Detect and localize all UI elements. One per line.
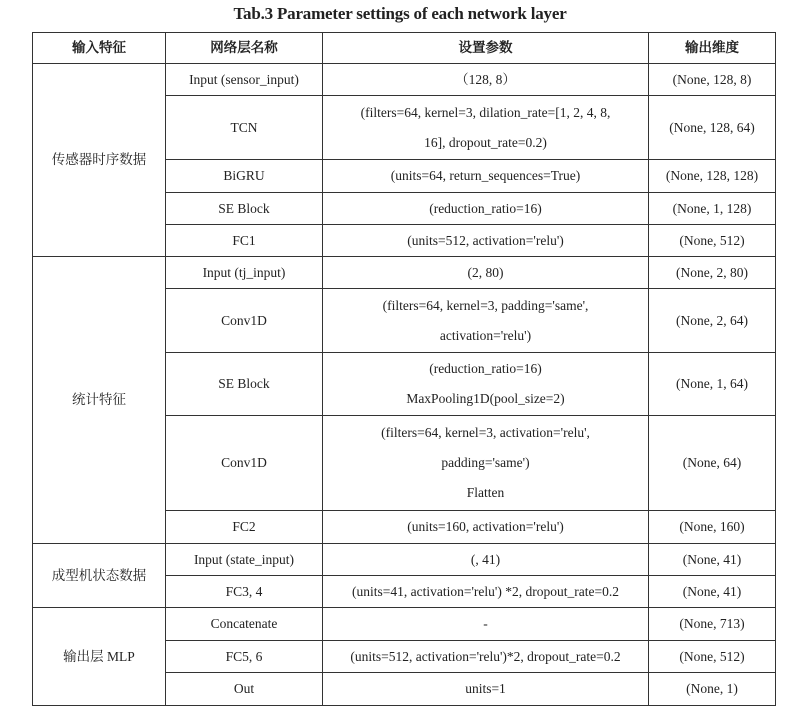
output-shape-cell: (None, 64)	[649, 416, 776, 511]
layer-name-cell: Input (tj_input)	[166, 257, 323, 289]
layer-name-cell: Out	[166, 673, 323, 706]
output-shape-cell: (None, 1, 128)	[649, 193, 776, 225]
table-row	[33, 544, 776, 576]
output-shape-cell: (None, 2, 64)	[649, 289, 776, 353]
output-shape-cell: (None, 512)	[649, 641, 776, 673]
layer-name-cell: BiGRU	[166, 160, 323, 193]
parameters-cell	[323, 416, 649, 511]
layer-name-cell: Concatenate	[166, 608, 323, 641]
parameters-cell	[323, 673, 649, 706]
parameters-cell	[323, 641, 649, 673]
parameters-cell	[323, 544, 649, 576]
header-output-shape: 输出维度	[649, 33, 776, 64]
parameters-cell	[323, 225, 649, 257]
layer-name-cell: FC3, 4	[166, 576, 323, 608]
parameters-cell	[323, 511, 649, 544]
layer-name-cell: FC2	[166, 511, 323, 544]
parameters-cell	[323, 64, 649, 96]
header-input-feature: 输入特征	[33, 33, 166, 64]
parameter-line: MaxPooling1D(pool_size=2)	[406, 391, 565, 406]
layer-name-cell: FC1	[166, 225, 323, 257]
output-shape-cell: (None, 128, 64)	[649, 96, 776, 160]
layer-name-cell: FC5, 6	[166, 641, 323, 673]
output-shape-cell: (None, 2, 80)	[649, 257, 776, 289]
input-feature-cell: 传感器时序数据	[33, 64, 166, 257]
parameter-line: (units=512, activation='relu')	[407, 232, 564, 248]
output-shape-cell: (None, 512)	[649, 225, 776, 257]
parameter-line: 16], dropout_rate=0.2)	[424, 134, 547, 150]
parameter-line: activation='relu')	[439, 327, 532, 343]
parameter-line: (units=512, activation='relu')*2, dropout_rate=0.2	[350, 648, 621, 664]
parameter-line: (, 41)	[470, 551, 501, 567]
parameter-line: -	[483, 616, 488, 632]
layer-name-cell: TCN	[166, 96, 323, 160]
parameter-line: (units=64, return_sequences=True)	[390, 168, 581, 184]
parameter-line: units=1	[465, 681, 506, 697]
table-row	[33, 64, 776, 96]
layer-name-cell: Conv1D	[166, 416, 323, 511]
parameter-line: （128, 8）	[455, 71, 516, 87]
parameters-cell	[323, 96, 649, 160]
output-shape-cell: (None, 1)	[649, 673, 776, 706]
parameters-cell	[323, 160, 649, 193]
output-shape-cell: (None, 128, 8)	[649, 64, 776, 96]
layer-name-cell: Conv1D	[166, 289, 323, 353]
layer-name-cell: Input (state_input)	[166, 544, 323, 576]
parameter-line: (units=160, activation='relu')	[407, 519, 564, 535]
header-row	[33, 33, 776, 64]
parameters-cell	[323, 289, 649, 353]
input-feature-cell: 输出层 MLP	[33, 608, 166, 706]
output-shape-cell: (None, 713)	[649, 608, 776, 641]
parameters-cell	[323, 257, 649, 289]
table-row	[33, 608, 776, 641]
parameters-cell	[323, 353, 649, 416]
parameter-line: (filters=64, kernel=3, activation='relu',	[381, 425, 590, 440]
output-shape-cell: (None, 41)	[649, 576, 776, 608]
input-feature-cell: 统计特征	[33, 257, 166, 544]
parameters-cell	[323, 608, 649, 641]
parameters-cell	[323, 576, 649, 608]
header-layer-name: 网络层名称	[166, 33, 323, 64]
layer-name-cell: Input (sensor_input)	[166, 64, 323, 96]
layer-name-cell: SE Block	[166, 193, 323, 225]
table-body	[33, 64, 776, 706]
parameter-line: (reduction_ratio=16)	[429, 361, 542, 376]
parameter-line: (filters=64, kernel=3, dilation_rate=[1, 2, 4, 8,	[360, 104, 611, 120]
header-parameters: 设置参数	[323, 33, 649, 64]
output-shape-cell: (None, 160)	[649, 511, 776, 544]
parameter-line: (reduction_ratio=16)	[429, 200, 542, 216]
parameter-line: padding='same')	[441, 455, 530, 470]
parameter-line: (units=41, activation='relu') *2, dropout_rate=0.2	[352, 583, 619, 599]
output-shape-cell: (None, 41)	[649, 544, 776, 576]
table-caption: Tab.3 Parameter settings of each network layer	[233, 4, 567, 23]
layer-name-cell: SE Block	[166, 353, 323, 416]
output-shape-cell: (None, 1, 64)	[649, 353, 776, 416]
table-row	[33, 257, 776, 289]
parameter-line: (filters=64, kernel=3, padding='same',	[382, 297, 589, 313]
parameter-line: (2, 80)	[467, 264, 504, 280]
parameter-table	[32, 32, 776, 706]
input-feature-cell: 成型机状态数据	[33, 544, 166, 608]
parameters-cell	[323, 193, 649, 225]
parameter-line: Flatten	[466, 485, 505, 500]
output-shape-cell: (None, 128, 128)	[649, 160, 776, 193]
